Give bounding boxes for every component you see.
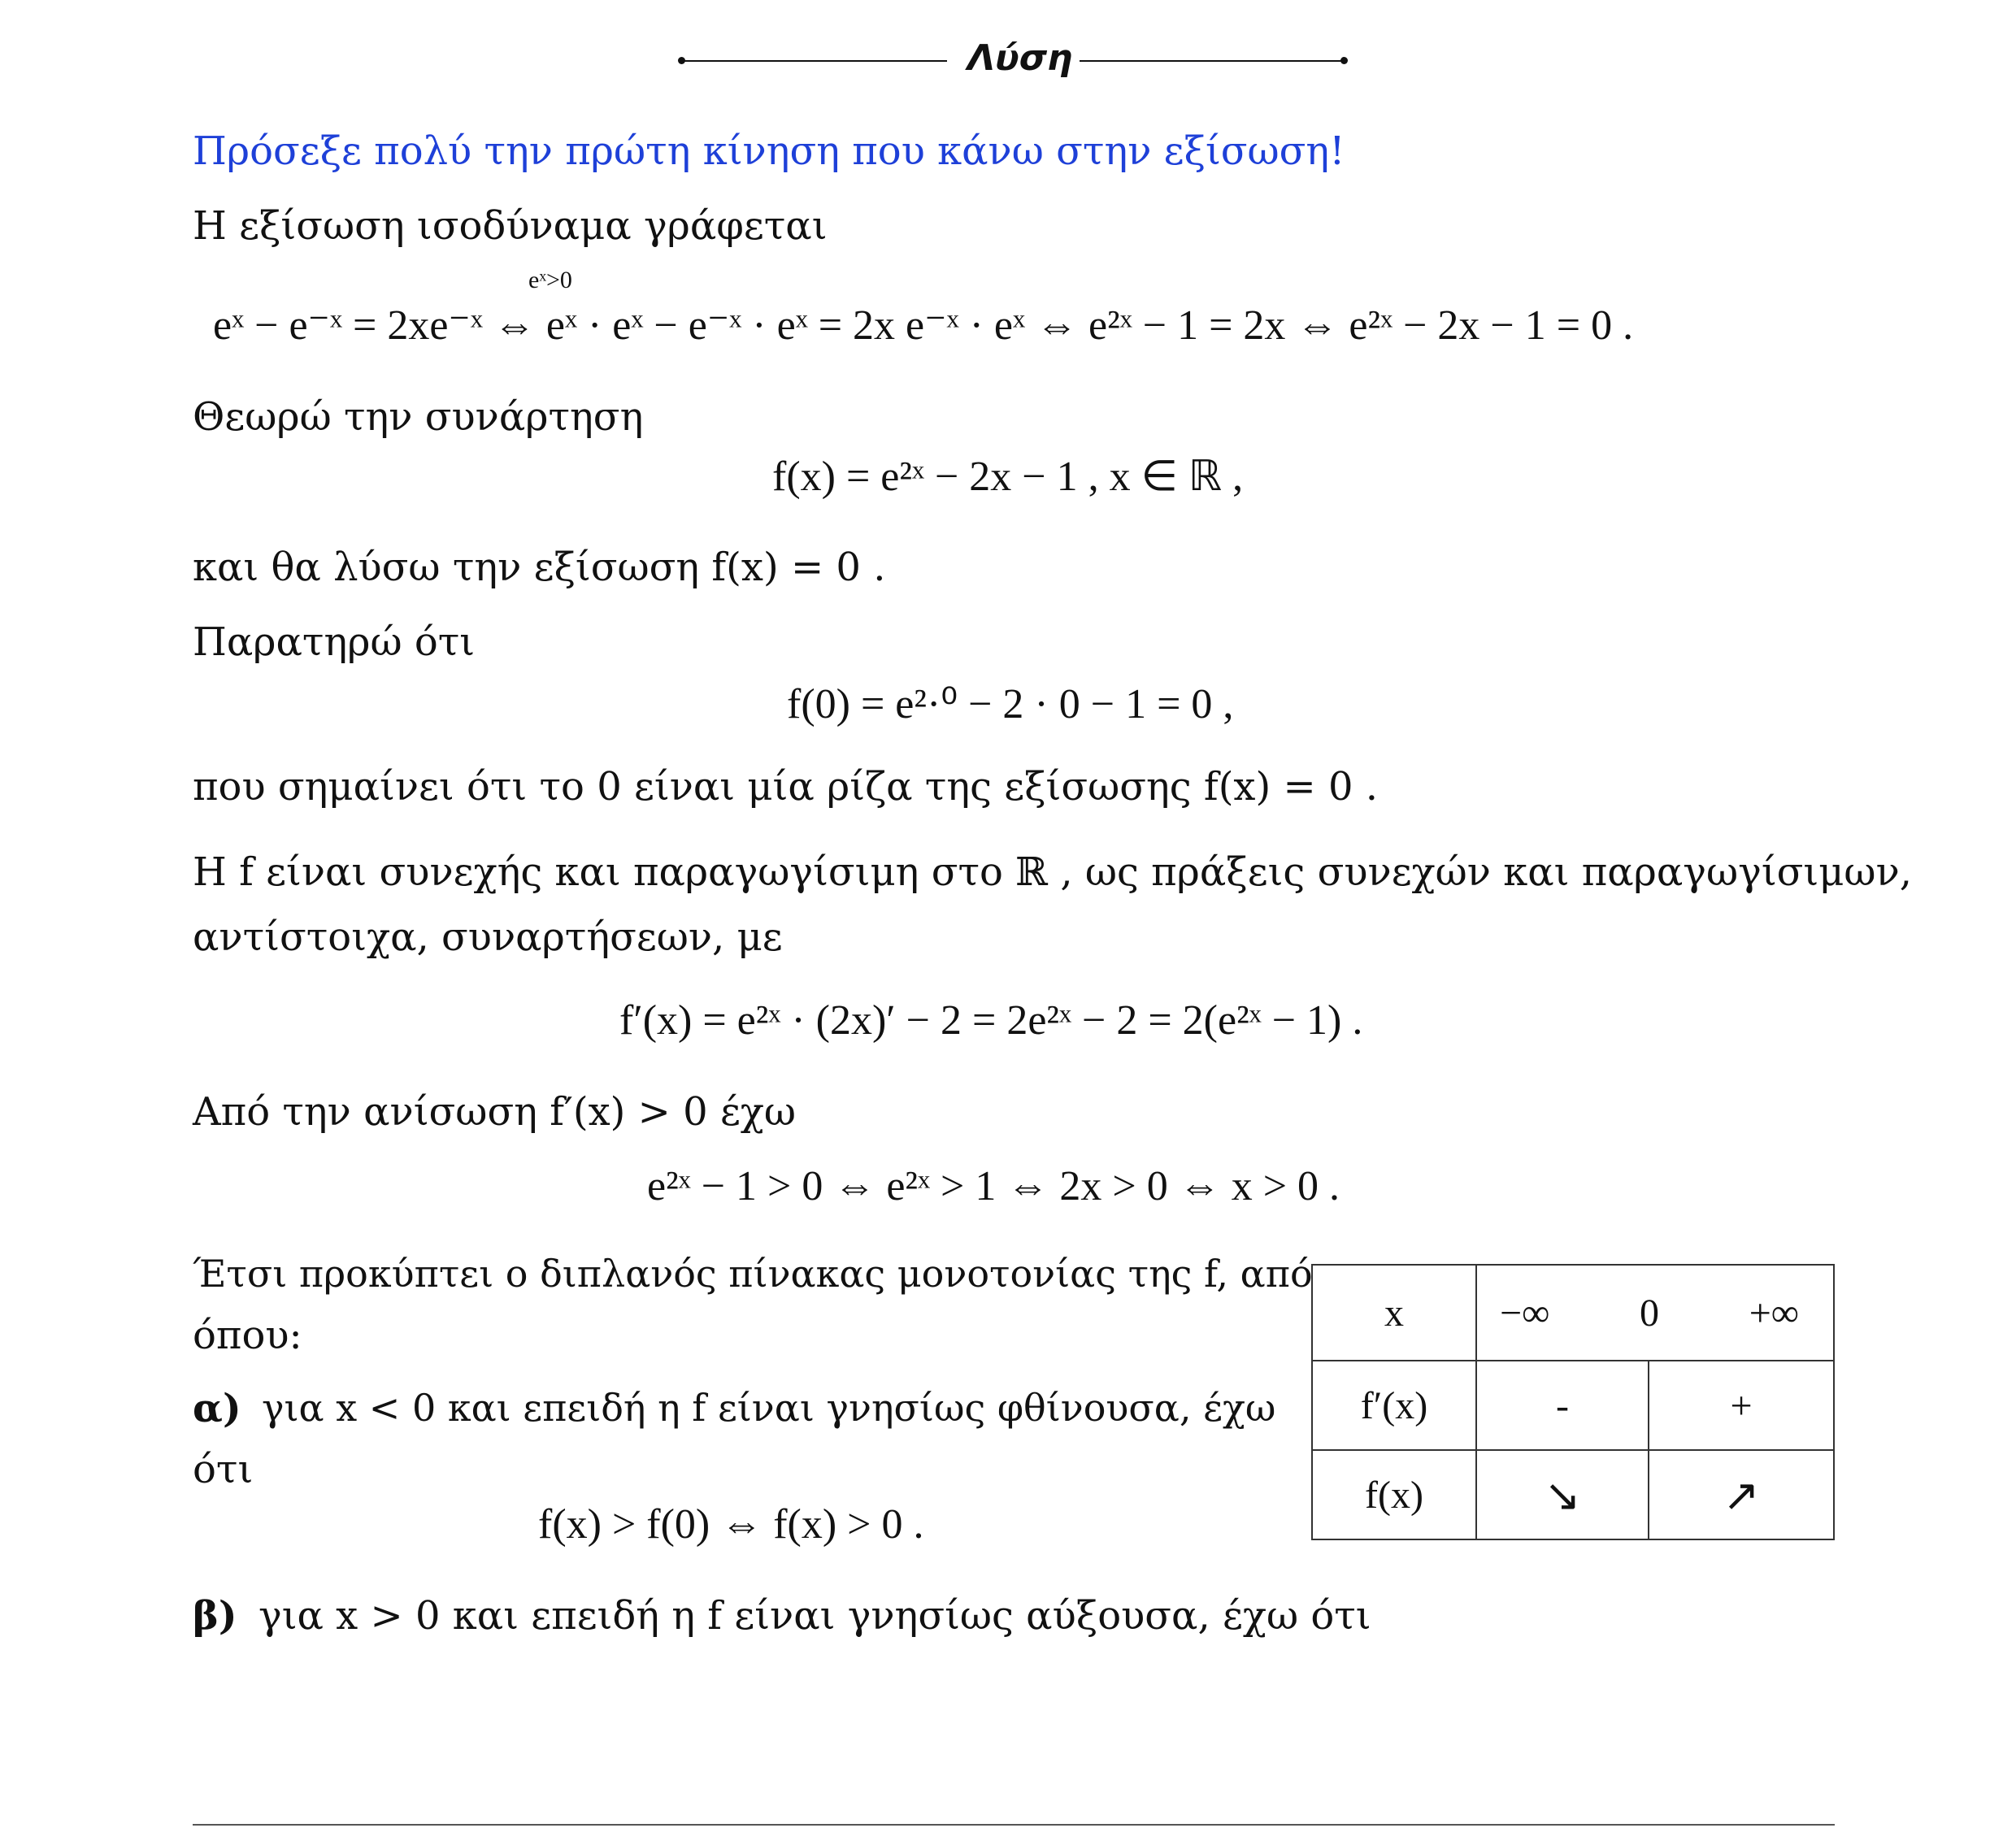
- footer-rule: [193, 1824, 1835, 1826]
- increasing-arrow-icon: ↗: [1649, 1450, 1834, 1539]
- derivative-sign-left: -: [1476, 1361, 1649, 1450]
- table-row-x: [1312, 1265, 1834, 1361]
- header-left-rule: [683, 60, 947, 62]
- equation-1: eˣ − e⁻ˣ = 2xe⁻ˣ ⇔ eˣ · eˣ − e⁻ˣ · eˣ = 2x e⁻ˣ · eˣ ⇔ e²ˣ − 1 = 2x ⇔ e²ˣ − 2x − 1 = 0 .: [213, 302, 1634, 349]
- table-header-derivative: f′(x): [1312, 1361, 1476, 1450]
- inequality-chain: e²ˣ − 1 > 0 ⇔ e²ˣ > 1 ⇔ 2x > 0 ⇔ x > 0 .: [647, 1163, 1340, 1209]
- table-row-function: [1312, 1450, 1834, 1539]
- solve-line: και θα λύσω την εξίσωση f(x) = 0 .: [193, 545, 886, 590]
- case-a-label: α): [193, 1386, 241, 1431]
- tip-line: Πρόσεξε πολύ την πρώτη κίνηση που κάνω στην εξίσωση!: [193, 128, 1345, 174]
- case-a-text: για x < 0 και επειδή η f είναι γνησίως φθίνουσα, έχω: [262, 1386, 1276, 1430]
- case-a-equation: f(x) > f(0) ⇔ f(x) > 0 .: [538, 1501, 924, 1548]
- header-right-dot: [1340, 57, 1348, 64]
- table-header-x: x: [1312, 1265, 1476, 1361]
- case-b-text: για x > 0 και επειδή η f είναι γνησίως αύξουσα, έχω ότι: [259, 1593, 1371, 1639]
- decreasing-arrow-icon: ↘: [1476, 1450, 1649, 1539]
- table-x-values: [1476, 1265, 1834, 1361]
- equivalence-condition: eˣ>0: [528, 267, 572, 293]
- consider-line: Θεωρώ την συνάρτηση: [193, 394, 644, 440]
- case-b-label: β): [193, 1593, 237, 1639]
- derivative: f′(x) = e²ˣ · (2x)′ − 2 = 2e²ˣ − 2 = 2(e²ˣ − 1) .: [619, 997, 1363, 1044]
- zero-point: 0: [1640, 1291, 1659, 1335]
- root-line: που σημαίνει ότι το 0 είναι μία ρίζα της εξίσωσης f(x) = 0 .: [193, 764, 1378, 810]
- continuity-line-2: αντίστοιχα, συναρτήσεων, με: [193, 914, 783, 960]
- thus-line-2: όπου:: [193, 1313, 302, 1358]
- intro-line: Η εξίσωση ισοδύναμα γράφεται: [193, 203, 828, 249]
- table-header-function: f(x): [1312, 1450, 1476, 1539]
- continuity-line-1: Η f είναι συνεχής και παραγωγίσιμη στο ℝ , ως πράξεις συνεχών και παραγωγίσιμων,: [193, 849, 1912, 895]
- inequality-intro: Από την ανίσωση f′(x) > 0 έχω: [193, 1089, 797, 1135]
- thus-line-1: Έτσι προκύπτει ο διπλανός πίνακας μονοτονίας της f, από: [193, 1252, 1313, 1296]
- header-right-rule: [1080, 60, 1344, 62]
- monotonicity-table: [1311, 1264, 1835, 1540]
- plus-infinity: +∞: [1749, 1291, 1799, 1335]
- minus-infinity: −∞: [1500, 1291, 1550, 1335]
- page-title: Λύση: [967, 37, 1073, 79]
- observe-line: Παρατηρώ ότι: [193, 619, 476, 665]
- function-definition: f(x) = e²ˣ − 2x − 1 , x ∈ ℝ ,: [772, 454, 1244, 500]
- table-row-derivative: [1312, 1361, 1834, 1450]
- derivative-sign-right: +: [1649, 1361, 1834, 1450]
- case-a-text-2: ότι: [193, 1447, 254, 1492]
- f-of-zero: f(0) = e²·⁰ − 2 · 0 − 1 = 0 ,: [787, 681, 1234, 727]
